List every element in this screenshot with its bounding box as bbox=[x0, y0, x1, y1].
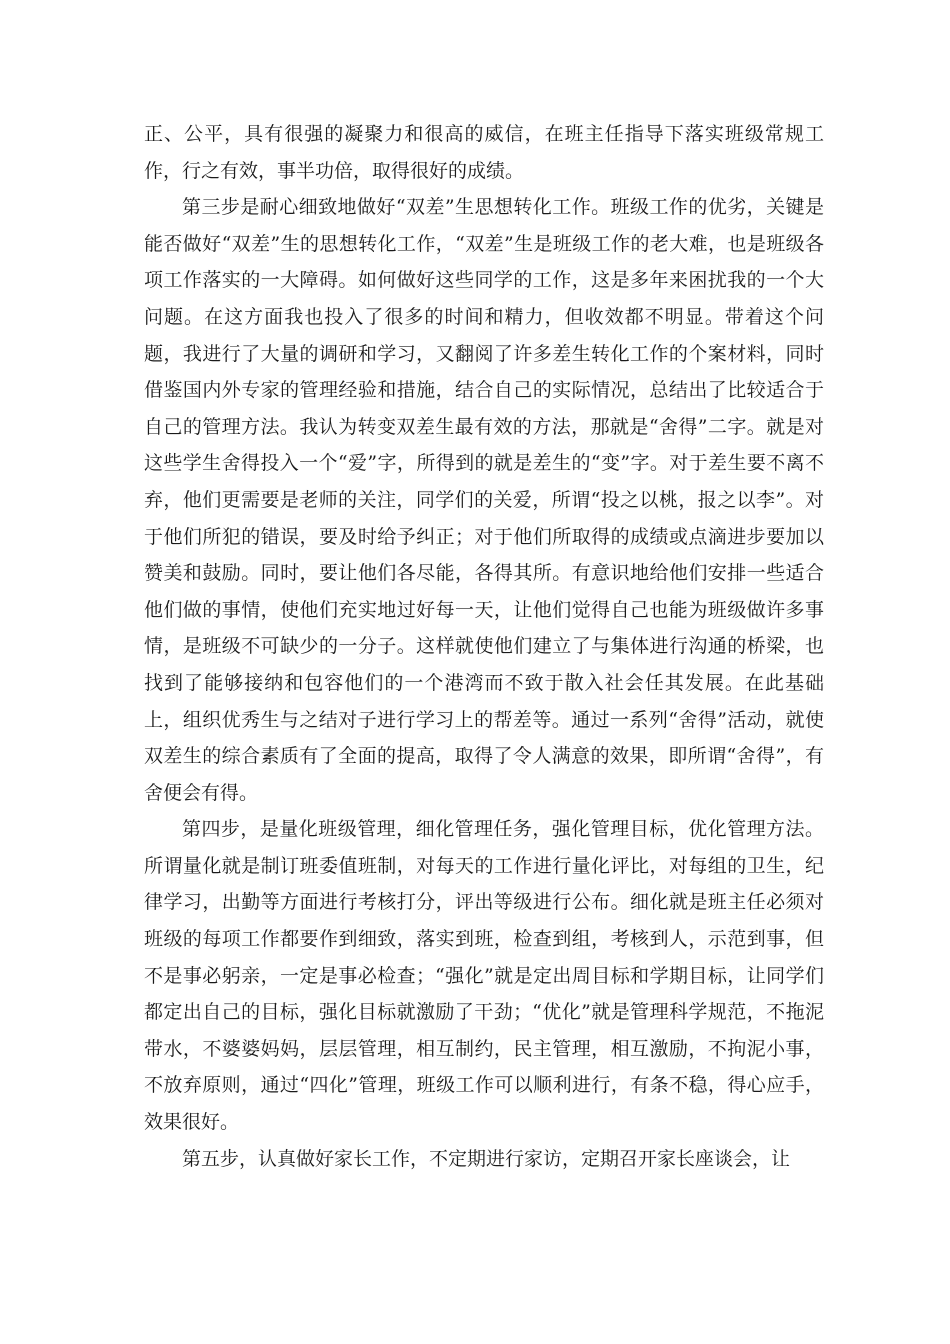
document-body bbox=[144, 116, 824, 1177]
paragraph-step-four: 第四步，是量化班级管理，细化管理任务，强化管理目标，优化管理方法。所谓量化就是制订班委值班制，对每天的工作进行量化评比，对每组的卫生，纪律学习，出勤等方面进行考核打分，评出等级进行公布。细化就是班主任必须对班级的每项工作都要作到细致，落实到班，检查到组，考核到人，示范到事，但不是事必躬亲，一定是事必检查；“强化”就是定出周目标和学期目标，让同学们都定出自己的目标，强化目标就激励了干劲；“优化”就是管理科学规范，不拖泥带水，不婆婆妈妈，层层管理，相互制约，民主管理，相互激励，不拘泥小事，不放弃原则，通过“四化”管理，班级工作可以顺利进行，有条不稳，得心应手，效果很好。 bbox=[144, 818, 824, 1134]
paragraph-step-three: 第三步是耐心细致地做好“双差”生思想转化工作。班级工作的优劣，关键是能否做好“双差”生的思想转化工作，“双差”生是班级工作的老大难，也是班级各项工作落实的一大障碍。如何做好这些同学的工作，这是多年来困扰我的一个大问题。在这方面我也投入了很多的时间和精力，但收效都不明显。带着这个问题，我进行了大量的调研和学习，又翻阅了许多差生转化工作的个案材料，同时借鉴国内外专家的管理经验和措施，结合自己的实际情况，总结出了比较适合于自己的管理方法。我认为转变双差生最有效的方法，那就是“舍得”二字。就是对这些学生舍得投入一个“爱”字，所得到的就是差生的“变”字。对于差生要不离不弃，他们更需要是老师的关注，同学们的关爱，所谓“投之以桃，报之以李”。对于他们所犯的错误，要及时给予纠正；对于他们所取得的成绩或点滴进步要加以赞美和鼓励。同时，要让他们各尽能，各得其所。有意识地给他们安排一些适合他们做的事情，使他们充实地过好每一天，让他们觉得自己也能为班级做许多事情，是班级不可缺少的一分子。这样就使他们建立了与集体进行沟通的桥梁，也找到了能够接纳和包容他们的一个港湾而不致于散入社会任其发展。在此基础上，组织优秀生与之结对子进行学习上的帮差等。通过一系列“舍得”活动，就使双差生的综合素质有了全面的提高，取得了令人满意的效果，即所谓“舍得”，有舍便会有得。 bbox=[144, 196, 824, 804]
paragraph-continuation: 正、公平，具有很强的凝聚力和很高的威信，在班主任指导下落实班级常规工作，行之有效，事半功倍，取得很好的成绩。 bbox=[144, 123, 824, 182]
paragraph-step-five: 第五步，认真做好家长工作，不定期进行家访，定期召开家长座谈会，让 bbox=[182, 1147, 791, 1170]
